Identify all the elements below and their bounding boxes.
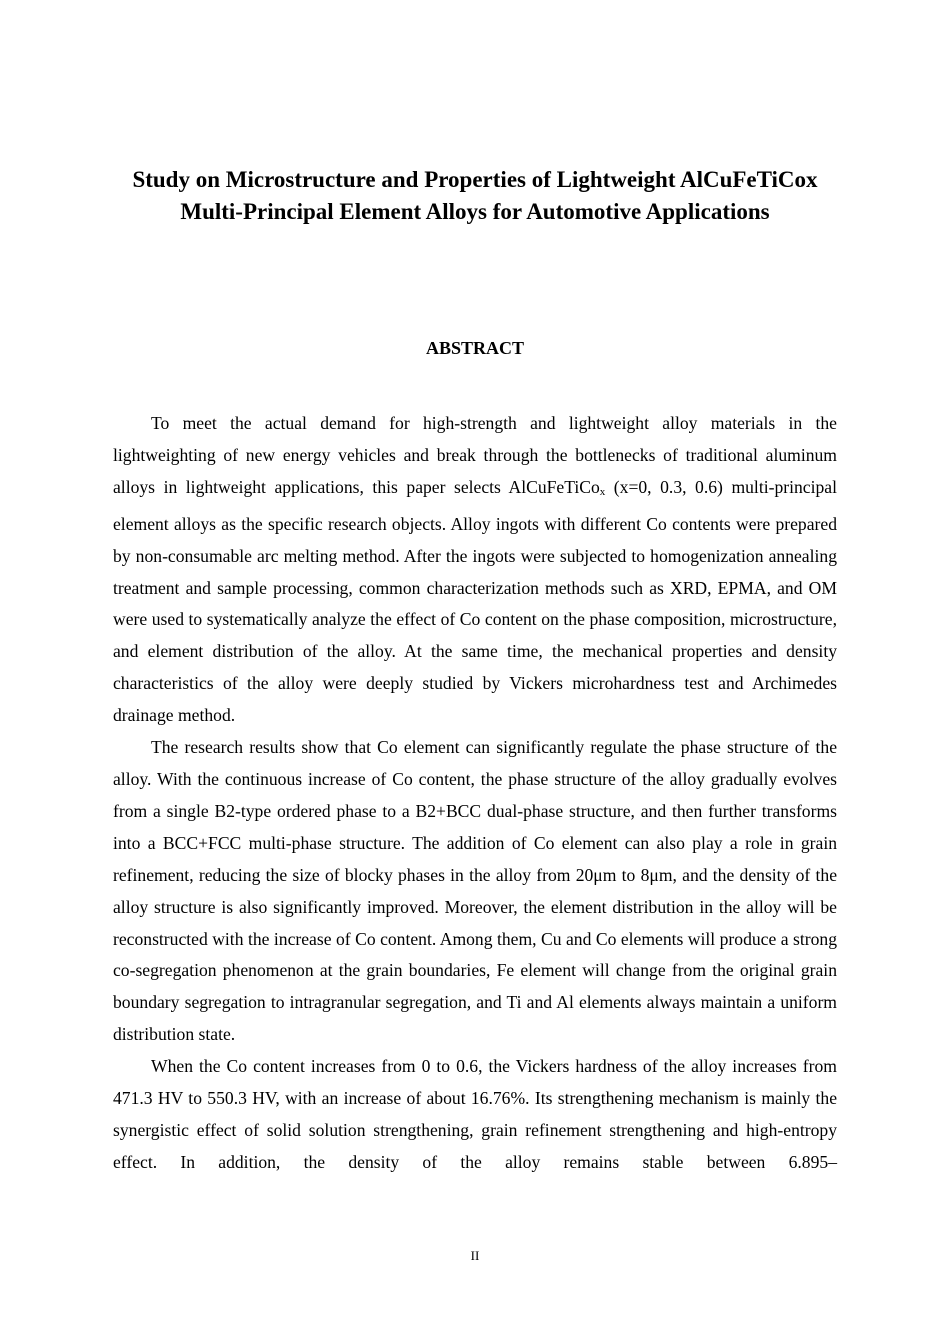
abstract-paragraph-3: When the Co content increases from 0 to 0.6, the Vickers hardness of the alloy increases from 471.3 HV to 550.3 HV, with an increase of about 16.76%. Its strengthening mechanism is mainly the synergistic effect of solid solution strengthening, grain refinement strengthening and high-entropy effect. In addition, the density of the alloy remains stable between 6.895– xyxy=(113,1056,837,1172)
paragraph-1-text-end: (x=0, 0.3, 0.6) multi-principal element alloys as the specific research objects. Alloy ingots with different Co contents were prepared by non-consumable arc melting method. After the ingots were subjected to homogenization annealing treatment and sample processing, common characterization methods such as XRD, EPMA, and OM were used to systematically analyze the effect of Co content on the phase composition, microstructure, and element distribution of the alloy. At the same time, the mechanical properties and density characteristics of the alloy were deeply studied by Vickers microhardness test and Archimedes drainage method. xyxy=(113,476,837,726)
abstract-body xyxy=(113,408,837,1179)
abstract-heading: ABSTRACT xyxy=(425,338,525,358)
page-number: II xyxy=(470,1248,480,1263)
alloy-formula xyxy=(508,477,605,497)
alloy-formula-subscript: x xyxy=(599,485,606,498)
abstract-paragraph-2: The research results show that Co element can significantly regulate the phase structure of the alloy. With the continuous increase of Co content, the phase structure of the alloy gradually evolves from a single B2-type ordered phase to a B2+BCC dual-phase structure, and then further transforms into a BCC+FCC multi-phase structure. The addition of Co element can also play a role in grain refinement, reducing the size of blocky phases in the alloy from 20μm to 8μm, and the density of the alloy structure is also significantly improved. Moreover, the element distribution in the alloy will be reconstructed with the increase of Co content. Among them, Cu and Co elements will produce a strong co-segregation phenomenon at the grain boundaries, Fe element will change from the original grain boundary segregation to intragranular segregation, and Ti and Al elements always maintain a uniform distribution state. xyxy=(113,737,837,1045)
paper-title: Study on Microstructure and Properties of Lightweight AlCuFeTiCox Multi-Principal Element Alloys for Automotive Applications xyxy=(132,167,818,224)
abstract-paragraph-1 xyxy=(113,408,837,732)
alloy-formula-main: AlCuFeTiCo xyxy=(508,476,600,497)
paragraph-1-text-start: To meet the actual demand for high-strength and lightweight alloy materials in the lightweighting of new energy vehicles and break through the bottlenecks of traditional aluminum alloys in lightweight applications, this paper selects xyxy=(113,413,837,497)
